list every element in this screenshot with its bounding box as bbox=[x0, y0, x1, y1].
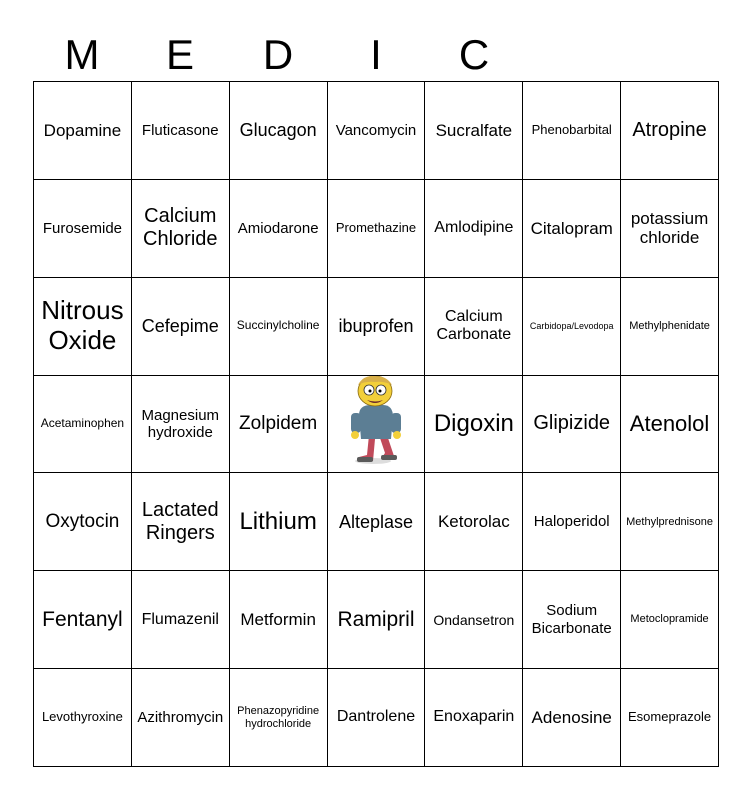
cell-label: Fluticasone bbox=[141, 121, 219, 139]
cell-label: Dantrolene bbox=[336, 708, 416, 726]
bingo-cell bbox=[621, 82, 719, 180]
bingo-cell bbox=[523, 376, 621, 474]
cell-label: potassium chloride bbox=[630, 208, 709, 248]
bingo-cell bbox=[523, 669, 621, 767]
header-letter-m: M bbox=[64, 31, 100, 78]
bingo-cell bbox=[132, 669, 230, 767]
bingo-cell bbox=[230, 571, 328, 669]
bingo-cell bbox=[328, 82, 426, 180]
bingo-grid bbox=[33, 81, 719, 767]
cell-label: Glucagon bbox=[239, 120, 317, 141]
bingo-cell bbox=[328, 180, 426, 278]
cell-label: Adenosine bbox=[531, 707, 612, 727]
bingo-cell bbox=[328, 278, 426, 376]
cell-label: Calcium Chloride bbox=[143, 205, 218, 251]
bingo-cell bbox=[34, 180, 132, 278]
bingo-cell bbox=[425, 473, 523, 571]
header-letter-c: C bbox=[458, 31, 490, 78]
cell-label: Lithium bbox=[239, 508, 317, 536]
cell-label: Phenazopyridine hydrochloride bbox=[237, 704, 320, 730]
cell-label: Citalopram bbox=[530, 218, 613, 238]
cell-label: ibuprofen bbox=[338, 315, 414, 336]
cell-label: Methylprednisone bbox=[626, 515, 713, 528]
cell-label: Methylphenidate bbox=[629, 319, 710, 332]
cell-label: Furosemide bbox=[42, 219, 123, 237]
bingo-cell bbox=[132, 376, 230, 474]
bingo-header bbox=[33, 28, 719, 82]
cell-label: Glipizide bbox=[533, 412, 611, 435]
cell-label: Cefepime bbox=[141, 315, 219, 336]
bingo-cell bbox=[34, 82, 132, 180]
cell-label: Ondansetron bbox=[433, 611, 515, 628]
cell-label: Lactated Ringers bbox=[141, 498, 219, 544]
bingo-cell bbox=[34, 669, 132, 767]
header-letter-i: I bbox=[370, 31, 382, 78]
cell-label: Oxytocin bbox=[45, 510, 120, 532]
bingo-cell bbox=[523, 278, 621, 376]
cell-label: Ketorolac bbox=[437, 512, 510, 532]
bingo-cell bbox=[328, 669, 426, 767]
bingo-cell bbox=[425, 278, 523, 376]
bingo-cell bbox=[230, 180, 328, 278]
bingo-cell bbox=[425, 669, 523, 767]
bingo-cell bbox=[621, 376, 719, 474]
cell-label: Vancomycin bbox=[335, 121, 417, 139]
cell-label: Amiodarone bbox=[237, 219, 319, 237]
bingo-cell bbox=[132, 82, 230, 180]
bingo-cell bbox=[230, 669, 328, 767]
bingo-cell bbox=[132, 571, 230, 669]
cell-label: Metformin bbox=[240, 609, 316, 629]
bingo-cell bbox=[425, 180, 523, 278]
cell-label: Esomeprazole bbox=[628, 709, 712, 725]
bingo-cell bbox=[230, 278, 328, 376]
bingo-cell bbox=[621, 278, 719, 376]
bingo-cell bbox=[328, 473, 426, 571]
bingo-cell bbox=[621, 473, 719, 571]
bingo-cell bbox=[621, 180, 719, 278]
bingo-cell bbox=[425, 571, 523, 669]
cell-label: Alteplase bbox=[338, 511, 414, 532]
bingo-cell bbox=[328, 571, 426, 669]
cell-label: Ramipril bbox=[337, 607, 415, 631]
bingo-cell bbox=[523, 82, 621, 180]
cell-label: Atropine bbox=[632, 118, 707, 141]
cell-label: Levothyroxine bbox=[41, 709, 123, 725]
cell-label: Flumazenil bbox=[141, 610, 219, 628]
free-space-cell bbox=[328, 376, 426, 474]
cell-label: Phenobarbital bbox=[531, 121, 612, 137]
cell-label: Carbidopa/Levodopa bbox=[529, 320, 614, 331]
cell-label: Azithromycin bbox=[137, 708, 224, 726]
cell-label: Promethazine bbox=[335, 219, 417, 235]
bingo-cell bbox=[621, 669, 719, 767]
cell-label: Magnesium hydroxide bbox=[141, 406, 220, 441]
cell-label: Digoxin bbox=[433, 410, 514, 438]
bingo-cell bbox=[132, 278, 230, 376]
cell-label: Nitrous Oxide bbox=[41, 295, 124, 356]
cell-label: Sucralfate bbox=[435, 120, 513, 140]
cell-label: Fentanyl bbox=[42, 607, 123, 631]
bingo-cell bbox=[34, 376, 132, 474]
cell-label: Dopamine bbox=[43, 120, 122, 140]
bingo-cell bbox=[523, 473, 621, 571]
bingo-cell bbox=[230, 82, 328, 180]
header-letter-e: E bbox=[165, 31, 194, 78]
bingo-cell bbox=[230, 376, 328, 474]
cell-label: Atenolol bbox=[629, 411, 710, 437]
bingo-cell bbox=[523, 571, 621, 669]
bingo-cell bbox=[230, 473, 328, 571]
bingo-cell bbox=[621, 571, 719, 669]
bingo-cell bbox=[132, 180, 230, 278]
bingo-cell bbox=[34, 473, 132, 571]
bingo-cell bbox=[523, 180, 621, 278]
cell-label: Sodium Bicarbonate bbox=[531, 602, 612, 637]
cell-label: Metoclopramide bbox=[630, 613, 709, 626]
cell-label: Zolpidem bbox=[239, 413, 318, 435]
cell-label: Succinylcholine bbox=[236, 318, 320, 333]
cell-label: Haloperidol bbox=[533, 513, 610, 531]
bingo-cell bbox=[34, 278, 132, 376]
cartoon-boy-svg bbox=[341, 376, 411, 468]
bingo-cell bbox=[34, 571, 132, 669]
cartoon-boy-icon bbox=[341, 376, 411, 473]
cell-label: Calcium Carbonate bbox=[436, 307, 512, 344]
header-letter-d: D bbox=[262, 31, 294, 78]
cell-label: Enoxaparin bbox=[433, 708, 515, 726]
bingo-cell bbox=[425, 82, 523, 180]
cell-label: Amlodipine bbox=[434, 219, 514, 237]
cell-label: Acetaminophen bbox=[40, 416, 125, 431]
bingo-cell bbox=[132, 473, 230, 571]
bingo-cell bbox=[425, 376, 523, 474]
